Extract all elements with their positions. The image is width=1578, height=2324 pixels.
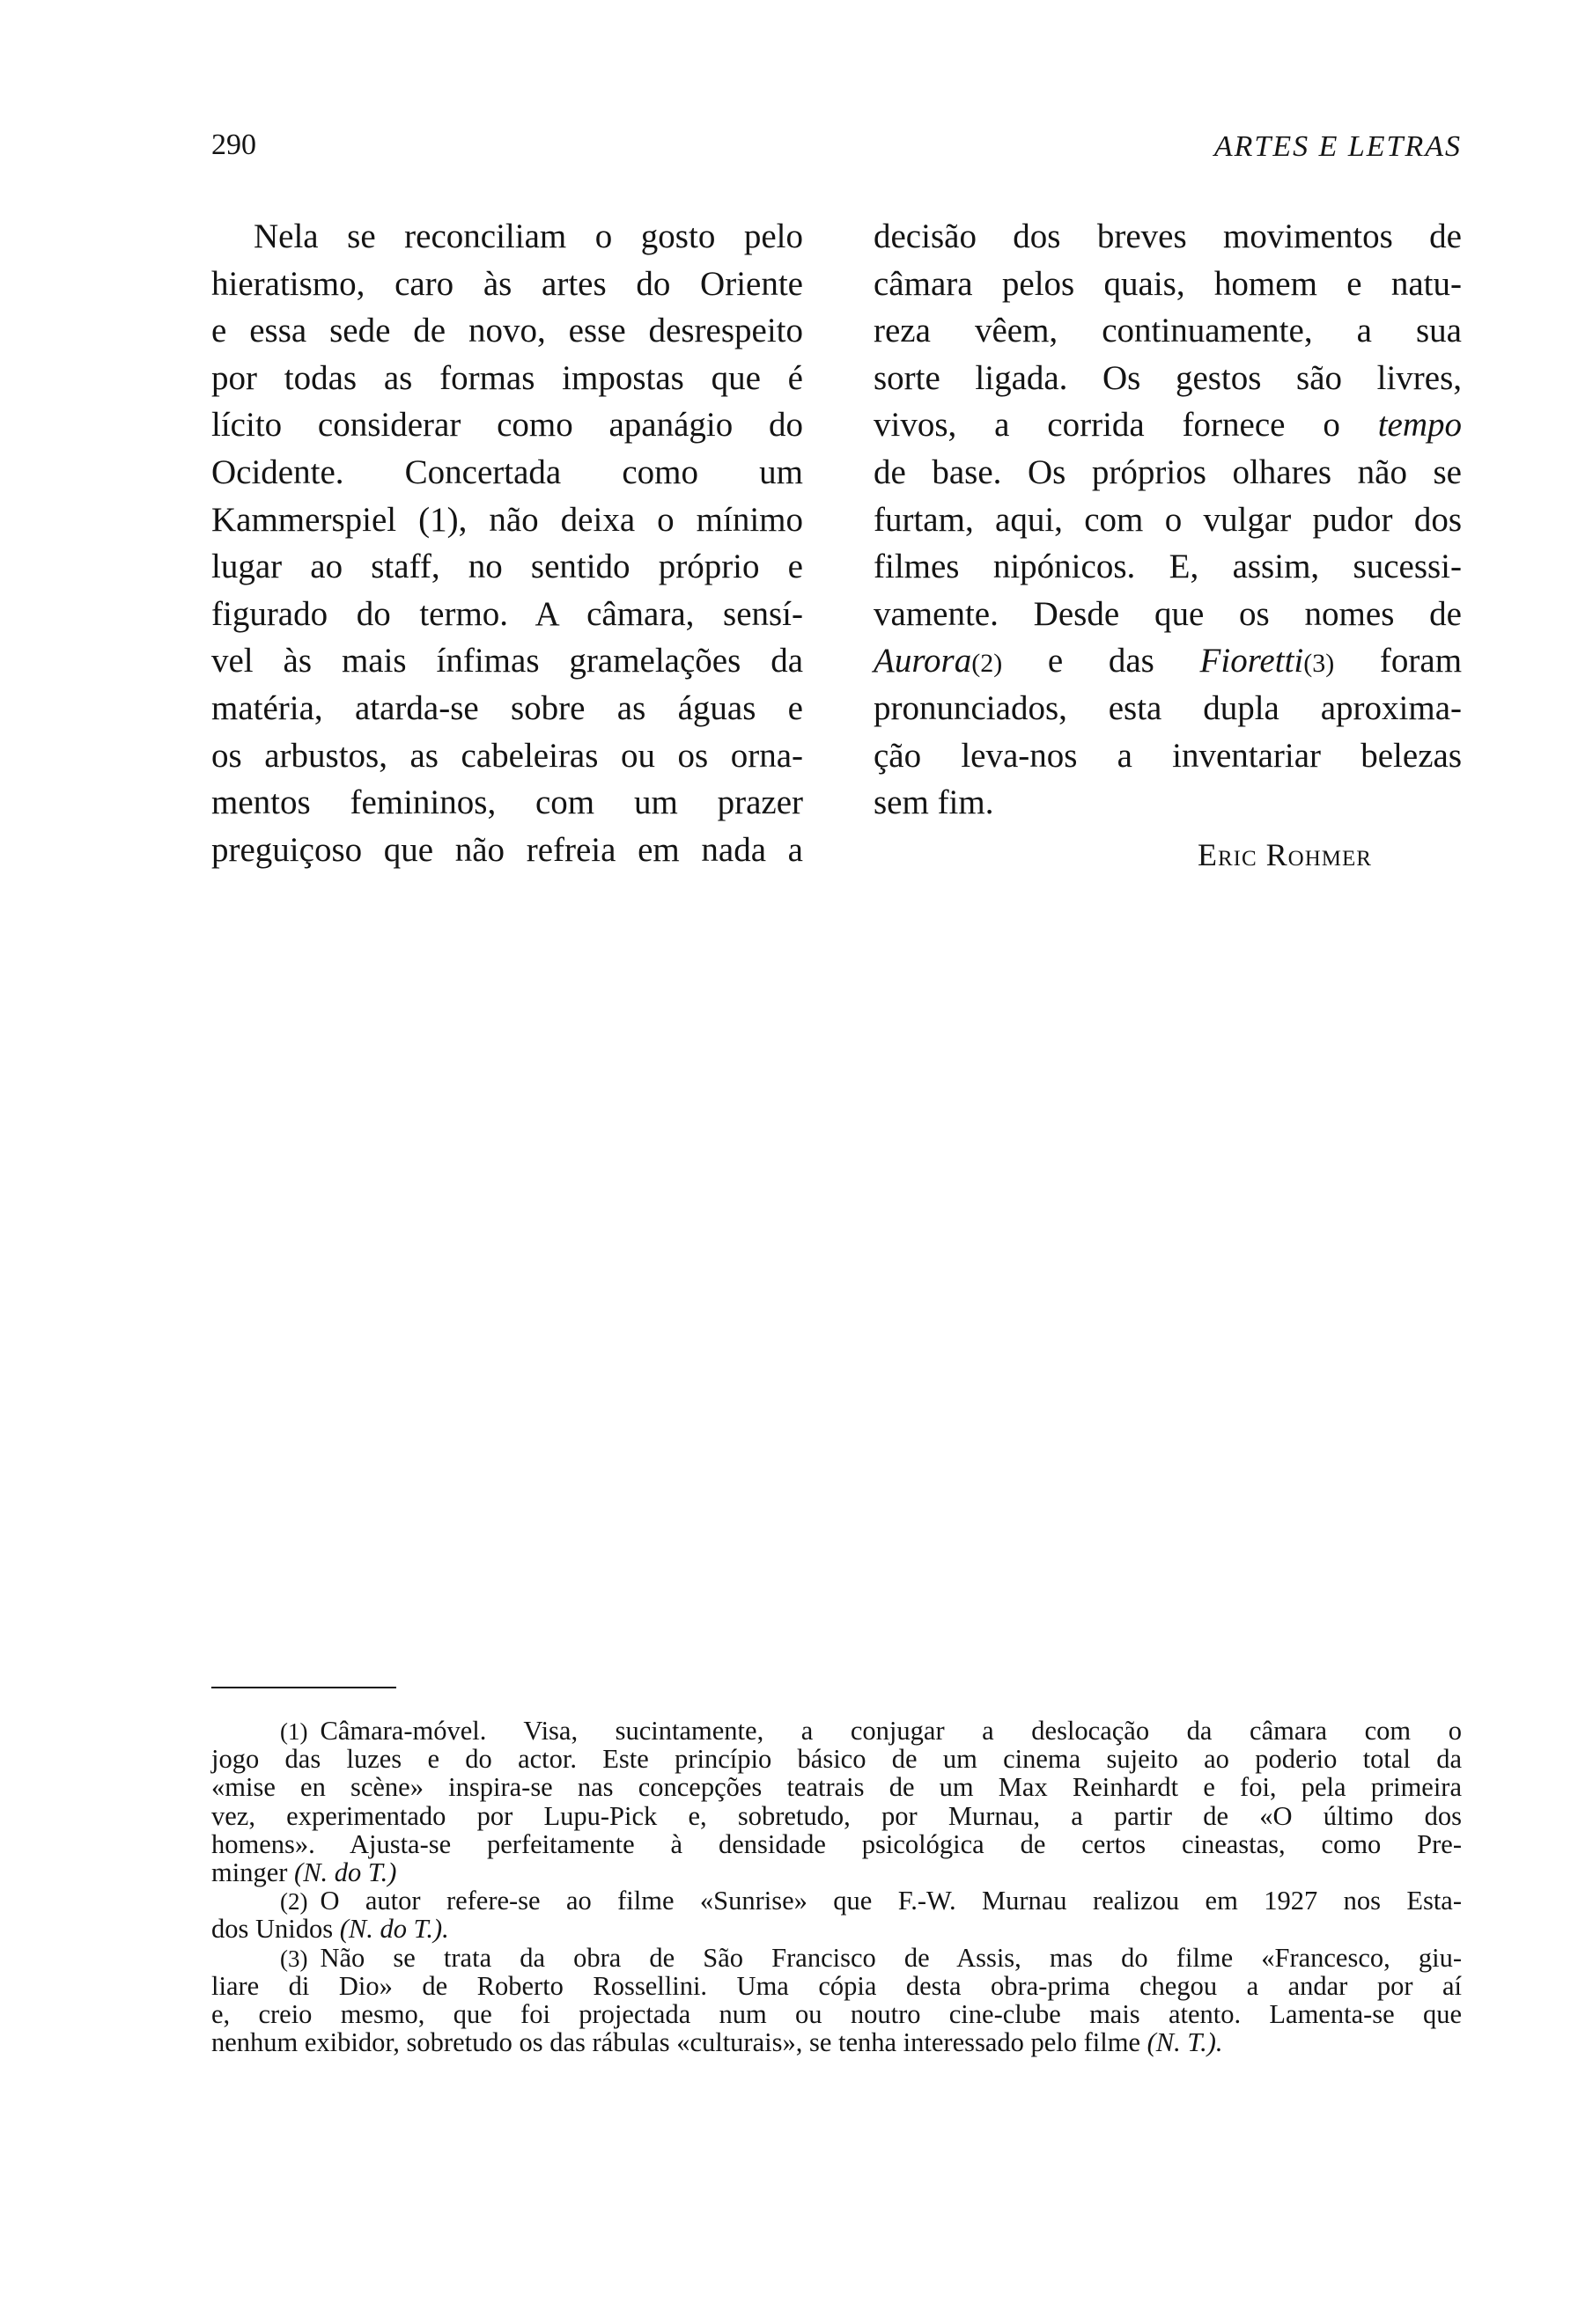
text-line: e essa sede de novo, esse desrespeito — [211, 312, 803, 350]
text-line: lícito considerar como apanágio do — [211, 406, 803, 445]
body-column-left — [211, 213, 803, 873]
footnotes — [211, 1717, 1462, 2056]
text-line: vamente. Desde que os nomes de — [874, 594, 1462, 633]
text-line: vel às mais ínfimas gramelações da — [211, 642, 803, 680]
translator-note: (N. do T.) — [294, 1857, 397, 1887]
running-title: ARTES E LETRAS — [1213, 130, 1462, 163]
footnote-line: liare di Dio» de Roberto Rossellini. Uma cópia desta obra-prima chegou a andar por aí — [211, 1970, 1462, 2001]
footnote-marker: (1) — [280, 1718, 308, 1745]
text-line: decisão dos breves movimentos de — [874, 217, 1462, 255]
text-line: vivos, a corrida fornece o tempo — [874, 406, 1462, 445]
translator-note: (N. T.). — [1147, 2027, 1223, 2058]
text-line: Kammerspiel (1), não deixa o mínimo — [211, 500, 803, 539]
text-line: furtam, aqui, com o vulgar pudor dos — [874, 500, 1462, 539]
footnote-line: «mise en scène» inspira-se nas concepções teatrais de um Max Reinhardt e foi, pela primeira — [211, 1772, 1462, 1803]
footnote-line: nenhum exibidor, sobretudo os das rábulas «culturais», se tenha interessado pelo filme (N. T.). — [211, 2027, 1223, 2058]
footnote-2 — [211, 1886, 1462, 1943]
text-line: preguiçoso que não refreia em nada a — [211, 830, 803, 869]
footnote-ref: (3) — [1303, 649, 1335, 679]
film-title: Aurora — [874, 642, 972, 680]
film-title: Fioretti — [1199, 642, 1304, 680]
footnote-line: (2) O autor refere-se ao filme «Sunrise» que F.-W. Murnau realizou em 1927 nos Esta- — [280, 1886, 1462, 1916]
text-line: por todas as formas impostas que é — [211, 358, 803, 397]
text-line: ção leva-nos a inventariar belezas — [874, 736, 1462, 775]
page-number: 290 — [211, 129, 256, 161]
translator-note: (N. do T.). — [339, 1914, 449, 1945]
footnote-line: homens». Ajusta-se perfeitamente à densidade psicológica de certos cineastas, como Pre- — [211, 1828, 1462, 1859]
page-header — [211, 130, 1462, 174]
text-line: Nela se reconciliam o gosto pelo — [254, 217, 803, 255]
footnote-line: minger (N. do T.) — [211, 1857, 397, 1887]
footnote-ref: (2) — [971, 649, 1003, 679]
footnote-line: (1) Câmara-móvel. Visa, sucintamente, a conjugar a deslocação da câmara com o — [280, 1716, 1462, 1746]
text-line: Ocidente. Concertada como um — [211, 452, 803, 491]
text-line: de base. Os próprios olhares não se — [874, 452, 1462, 491]
footnote-divider — [211, 1687, 396, 1688]
text-line: pronunciados, esta dupla aproxima- — [874, 688, 1462, 727]
footnote-line: vez, experimentado por Lupu-Pick e, sobretudo, por Murnau, a partir de «O último dos — [211, 1800, 1462, 1831]
italic-term: tempo — [1377, 406, 1462, 445]
text-line: mentos femininos, com um prazer — [211, 783, 803, 822]
text-line: câmara pelos quais, homem e natu- — [874, 264, 1462, 303]
footnote-marker: (3) — [280, 1945, 308, 1972]
text-line: reza vêem, continuamente, a sua — [874, 312, 1462, 350]
text-line: hieratismo, caro às artes do Oriente — [211, 264, 803, 303]
footnote-marker: (2) — [280, 1888, 308, 1916]
footnote-line: dos Unidos (N. do T.). — [211, 1914, 449, 1945]
text-line: lugar ao staff, no sentido próprio e — [211, 548, 803, 586]
text-line: filmes nipónicos. E, assim, sucessi- — [874, 548, 1462, 586]
text-line: figurado do termo. A câmara, sensí- — [211, 594, 803, 633]
footnote-1 — [211, 1717, 1462, 1886]
footnote-line: (3) Não se trata da obra de São Francisco de Assis, mas do filme «Francesco, giu- — [280, 1942, 1462, 1973]
text-line: sorte ligada. Os gestos são livres, — [874, 358, 1462, 397]
footnote-line: e, creio mesmo, que foi projectada num ou noutro cine-clube mais atento. Lamenta-se que — [211, 1998, 1462, 2029]
body-column-right — [874, 213, 1462, 827]
text-line: sem fim. — [874, 783, 994, 822]
text-line: os arbustos, as cabeleiras ou os orna- — [211, 736, 803, 775]
text-line: matéria, atarda-se sobre as águas e — [211, 688, 803, 727]
footnote-line: jogo das luzes e do actor. Este princípio básico de um cinema sujeito ao poderio total da — [211, 1744, 1462, 1775]
footnote-3 — [211, 1944, 1462, 2057]
text-line: Aurora(2) e das Fioretti(3) foram — [874, 642, 1463, 680]
author-signature: Eric Rohmer — [1198, 837, 1372, 872]
